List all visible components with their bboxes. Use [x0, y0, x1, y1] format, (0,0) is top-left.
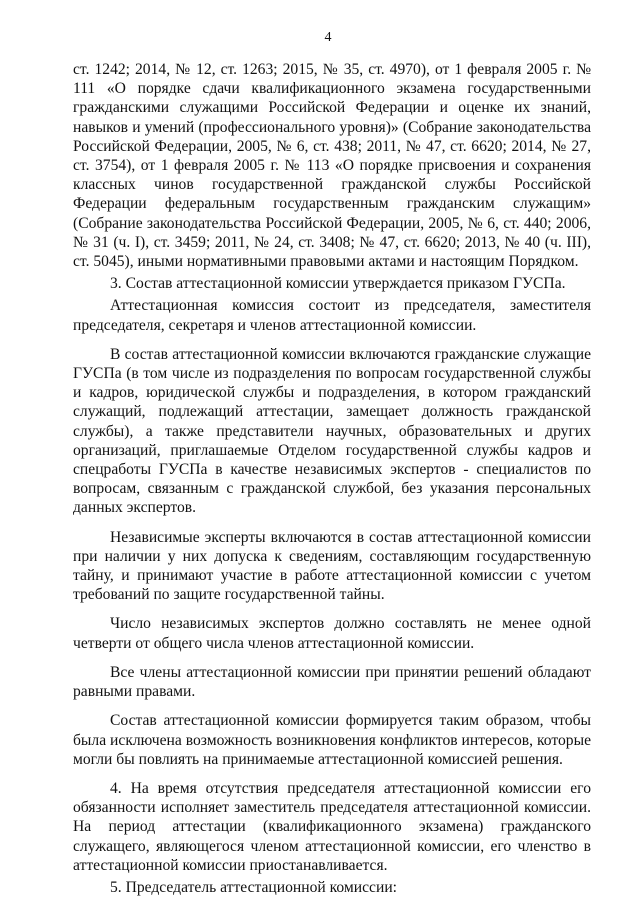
paragraph-legal-references: ст. 1242; 2014, № 12, ст. 1263; 2015, № 35, ст. 4970), от 1 февраля 2005 г. № 111 «О порядке сдачи квалификационного экзамена государственными гражданскими служащими Российской Федерации и оценке их знаний, навыков и умений (профессионального уровня)» (Собрание законодательства Российской Федерации, 2005, № 6, ст. 438; 2011, № 47, ст. 6620; 2014, № 27, ст. 3754), от 1 февраля 2005 г. № 113 «О порядке присвоения и сохранения классных чинов государственной гражданской службы Российской Федерации федеральным государственным гражданским служащим» (Собрание законодательства Российской Федерации, 2005, № 6, ст. 440; 2006, № 31 (ч. I), ст. 3459; 2011, № 24, ст. 3408; № 47, ст. 6620; 2013, № 40 (ч. III), ст. 5045), иными нормативными правовыми актами и настоящим Порядком.: [73, 61, 591, 271]
document-body: [73, 60, 591, 897]
paragraph-experts-quota: Число независимых экспертов должно составлять не менее одной четверти от общего числа членов аттестационной комиссии.: [73, 615, 591, 652]
paragraph-equal-rights: Все члены аттестационной комиссии при принятии решений обладают равными правами.: [73, 663, 591, 701]
paragraph-section-5: 5. Председатель аттестационной комиссии:: [110, 878, 397, 896]
page-number: 4: [324, 30, 332, 45]
paragraph-independent-experts: Независимые эксперты включаются в состав аттестационной комиссии при наличии у них допуска к сведениям, составляющим государственную тайну, и принимают участие в работе аттестационной комиссии с учетом требований по защите государственной тайны.: [73, 528, 591, 604]
paragraph-section-3: 3. Состав аттестационной комиссии утверждается приказом ГУСПа.: [110, 275, 566, 293]
paragraph-commission-composition: Аттестационная комиссия состоит из председателя, заместителя председателя, секретаря и членов аттестационной комиссии.: [73, 297, 591, 334]
paragraph-commission-members: В состав аттестационной комиссии включаются гражданские служащие ГУСПа (в том числе из подразделения по вопросам государственной службы и кадров, юридической службы и подразделения, в котором гражданский служащий, подлежащий аттестации, замещает должность гражданской службы), а также представители научных, образовательных и других организаций, приглашаемые Отделом государственной службы кадров и спецработы ГУСПа в качестве независимых экспертов - специалистов по вопросам, связанным с гражданской службой, без указания персональных данных экспертов.: [73, 345, 591, 517]
paragraph-section-4: 4. На время отсутствия председателя аттестационной комиссии его обязанности исполняет заместитель председателя аттестационной комиссии. На период аттестации (квалификационного экзамена) гражданского служащего, являющегося членом аттестационной комиссии, его членство в аттестационной комиссии приостанавливается.: [73, 779, 591, 874]
paragraph-conflict-of-interest: Состав аттестационной комиссии формируется таким образом, чтобы была исключена возможность возникновения конфликтов интересов, которые могли бы повлиять на принимаемые аттестационной комиссией решения.: [73, 712, 591, 768]
